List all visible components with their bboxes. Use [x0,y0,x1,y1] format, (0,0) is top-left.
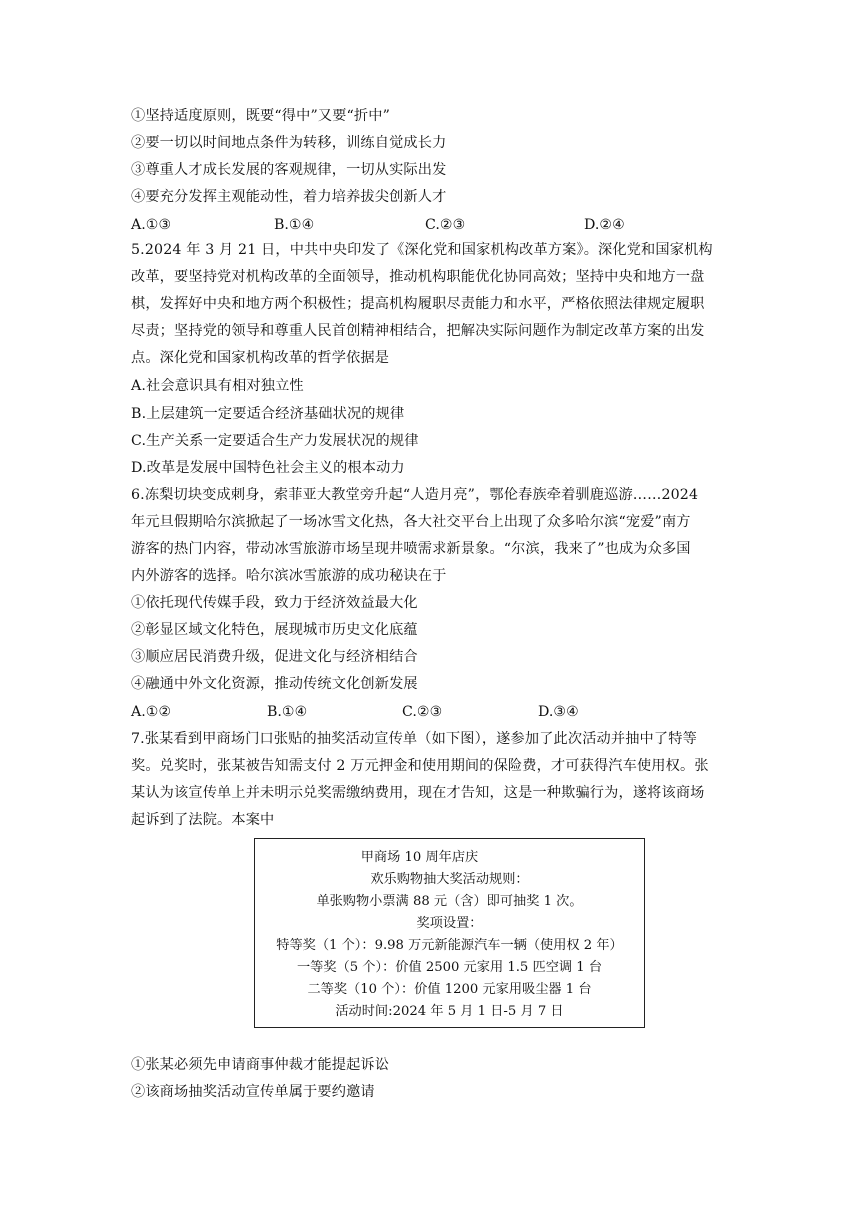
q6-stem-line-2: 年元旦假期哈尔滨掀起了一场冰雪文化热，各大社交平台上出现了众多哈尔滨“宠爱”南方 [131,514,691,530]
q6-stem-line-3: 游客的热门内容，带动冰雪旅游市场呈现井喷需求新景象。“尔滨，我来了”也成为众多国 [131,541,691,557]
q6-option-b: B.①④ [267,704,308,720]
q5-choice-d: D.改革是发展中国特色社会主义的根本动力 [131,460,405,476]
flyer-first-prize: 一等奖（5 个）：价值 2500 元家用 1.5 匹空调 1 台 [296,960,603,975]
q4-statement-2: ②要一切以时间地点条件为转移，训练自觉成长力 [131,135,447,151]
q5-stem-line-3: 棋，发挥好中央和地方两个积极性；提高机构履职尽责能力和水平，严格依照法律规定履职 [131,296,705,312]
q5-stem-line-4: 尽责；坚持党的领导和尊重人民首创精神相结合，把解决实际问题作为制定改革方案的出发 [131,323,705,339]
q4-option-c: C.②③ [425,217,466,233]
q5-choice-a: A.社会意识具有相对独立性 [131,378,304,394]
q4-option-b: B.①④ [274,217,315,233]
q6-option-a: A.①② [131,704,172,720]
q7-stem-line-3: 某认为该宣传单上并未明示兑奖需缴纳费用，现在才告知，这是一种欺骗行为，遂将该商场 [131,785,705,801]
q4-statement-1: ①坚持适度原则，既要“得中”又要“折中” [131,108,391,124]
q5-stem-line-2: 改革，要坚持党对机构改革的全面领导，推动机构职能优化协同高效；坚持中央和地方一盘 [131,269,705,285]
q7-stem-line-2: 奖。兑奖时，张某被告知需支付 2 万元押金和使用期间的保险费，才可获得汽车使用权。张 [131,758,709,774]
q6-statement-2: ②彰显区域文化特色，展现城市历史文化底蕴 [131,622,418,638]
q4-option-d: D.②④ [584,217,625,233]
q4-statement-4: ④要充分发挥主观能动性，着力培养拔尖创新人才 [131,189,447,205]
q5-stem-line-5: 点。深化党和国家机构改革的哲学依据是 [131,350,390,366]
flyer-prize-heading: 奖项设置： [416,916,483,931]
q6-stem-line-1: 6.冻梨切块变成刺身，索菲亚大教堂旁升起“人造月亮”，鄂伦春族牵着驯鹿巡游……2024 [131,487,699,503]
q7-stem-line-1: 7.张某看到甲商场门口张贴的抽奖活动宣传单（如下图），遂参加了此次活动并抽中了特等 [131,731,697,747]
q5-stem-line-1: 5.2024 年 3 月 21 日，中共中央印发了《深化党和国家机构改革方案》。深化党和国家机构 [131,242,713,258]
q7-stem-line-4: 起诉到了法院。本案中 [131,812,275,828]
q5-choice-b: B.上层建筑一定要适合经济基础状况的规律 [131,406,405,422]
q6-option-c: C.②③ [402,704,443,720]
flyer-event-time: 活动时间:2024 年 5 月 1 日-5 月 7 日 [335,1004,564,1019]
q7-statement-1: ①张某必须先申请商事仲裁才能提起诉讼 [131,1057,390,1073]
q6-stem-line-4: 内外游客的选择。哈尔滨冰雪旅游的成功秘诀在于 [131,568,447,584]
lottery-flyer [254,838,645,1028]
flyer-grand-prize: 特等奖（1 个）：9.98 万元新能源汽车一辆（使用权 2 年） [276,938,623,953]
flyer-title: 甲商场 10 周年店庆 [360,850,479,865]
flyer-second-prize: 二等奖（10 个）：价值 1200 元家用吸尘器 1 台 [307,982,592,997]
q4-statement-3: ③尊重人才成长发展的客观规律，一切从实际出发 [131,162,447,178]
q7-statement-2: ②该商场抽奖活动宣传单属于要约邀请 [131,1084,375,1100]
q6-option-d: D.③④ [538,704,579,720]
q6-statement-4: ④融通中外文化资源，推动传统文化创新发展 [131,676,418,692]
q6-statement-1: ①依托现代传媒手段，致力于经济效益最大化 [131,595,418,611]
flyer-rules-heading: 欢乐购物抽大奖活动规则： [370,872,529,887]
q4-option-a: A.①③ [131,217,172,233]
flyer-rule: 单张购物小票满 88 元（含）即可抽奖 1 次。 [316,894,583,909]
q5-choice-c: C.生产关系一定要适合生产力发展状况的规律 [131,433,419,449]
q6-statement-3: ③顺应居民消费升级，促进文化与经济相结合 [131,649,418,665]
